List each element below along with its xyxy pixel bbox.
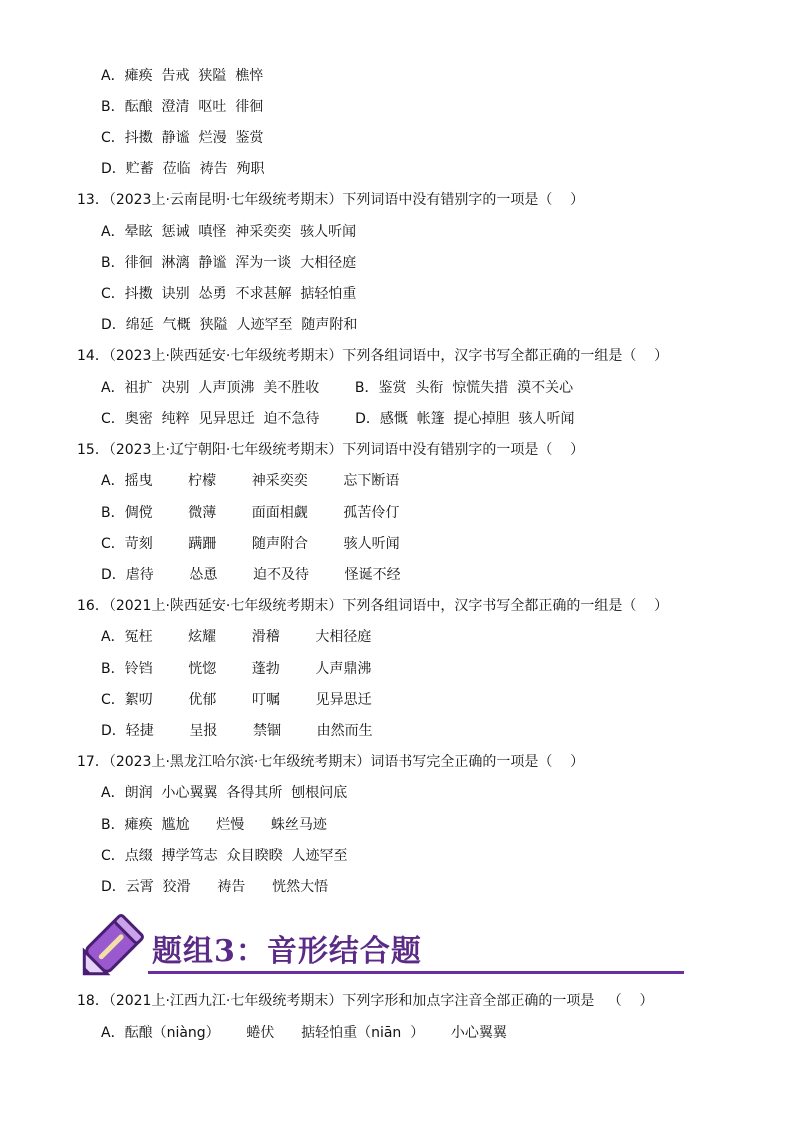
option-line: D．云霄 狡滑 祷告 恍然大悟 — [101, 879, 329, 895]
option-line: A．祖扩 决别 人声顶沸 美不胜收 B．鉴赏 头衔 惊慌失措 漠不关心 — [101, 380, 574, 396]
pencil-icon — [78, 908, 150, 980]
option-line: C．抖擞 静谧 烂漫 鉴赏 — [101, 130, 264, 146]
question-stem: 14．（2023上·陕西延安·七年级统考期末）下列各组词语中，汉字书写全都正确的一组是（ ） — [77, 348, 669, 364]
option-line: C．絮叨 优郁 叮嘱 见异思迁 — [101, 692, 372, 708]
option-line: A．瘫痪 告戒 狭隘 樵悴 — [101, 68, 264, 84]
question-stem: 16．（2021上·陕西延安·七年级统考期末）下列各组词语中，汉字书写全都正确的一组是（ ） — [77, 598, 669, 614]
option-line: A．摇曳 柠檬 神采奕奕 忘下断语 — [101, 473, 400, 489]
option-line: D．轻捷 呈报 禁锢 由然而生 — [101, 723, 373, 739]
question-stem: 13．（2023上·云南昆明·七年级统考期末）下列词语中没有错别字的一项是（ ） — [77, 192, 585, 208]
section-banner — [78, 908, 688, 980]
option-line: B．铃铛 恍惚 蓬勃 人声鼎沸 — [101, 661, 372, 677]
option-line: D．贮蓄 莅临 祷告 殉职 — [101, 161, 265, 177]
option-line: A．晕眩 惩诫 嗔怪 神采奕奕 骇人听闻 — [101, 224, 357, 240]
question-stem: 18．（2021上·江西九江·七年级统考期末）下列字形和加点字注音全部正确的一项是 （ ） — [77, 993, 654, 1009]
question-stem: 17．（2023上·黑龙江哈尔滨·七年级统考期末）词语书写完全正确的一项是（ ） — [77, 754, 585, 770]
option-line: B．徘徊 淋漓 静谧 浑为一谈 大相径庭 — [101, 255, 357, 271]
option-line: D．绵延 气概 狭隘 人迹罕至 随声附和 — [101, 317, 358, 333]
option-line: A．酝酿（niàng） 蜷伏 掂轻怕重（niān ） 小心翼翼 — [101, 1025, 507, 1041]
section-divider — [148, 971, 684, 974]
option-line: B．倜傥 微薄 面面相觑 孤苦伶仃 — [101, 505, 400, 521]
section-title: 题组3：音形结合题 — [152, 934, 422, 969]
option-line: A．冤枉 炫耀 滑稽 大相径庭 — [101, 629, 372, 645]
option-line: B．瘫痪 尴尬 烂慢 蛛丝马迹 — [101, 817, 327, 833]
option-line: B．酝酿 澄清 呕吐 徘徊 — [101, 99, 264, 115]
option-line: C．点缀 搏学笃志 众目睽睽 人迹罕至 — [101, 848, 348, 864]
question-stem: 15．（2023上·辽宁朝阳·七年级统考期末）下列词语中没有错别字的一项是（ ） — [77, 442, 585, 458]
option-line: C．抖擞 诀别 怂勇 不求甚解 掂轻怕重 — [101, 286, 357, 302]
option-line: C．奥密 纯粹 见异思迁 迫不急待 D．感慨 帐篷 提心掉胆 骇人听闻 — [101, 411, 575, 427]
option-line: D．虐待 怂恿 迫不及待 怪诞不经 — [101, 567, 401, 583]
option-line: A．朗润 小心翼翼 各得其所 刨根问底 — [101, 785, 348, 801]
option-line: C．苛刻 蹒跚 随声附合 骇人听闻 — [101, 536, 400, 552]
